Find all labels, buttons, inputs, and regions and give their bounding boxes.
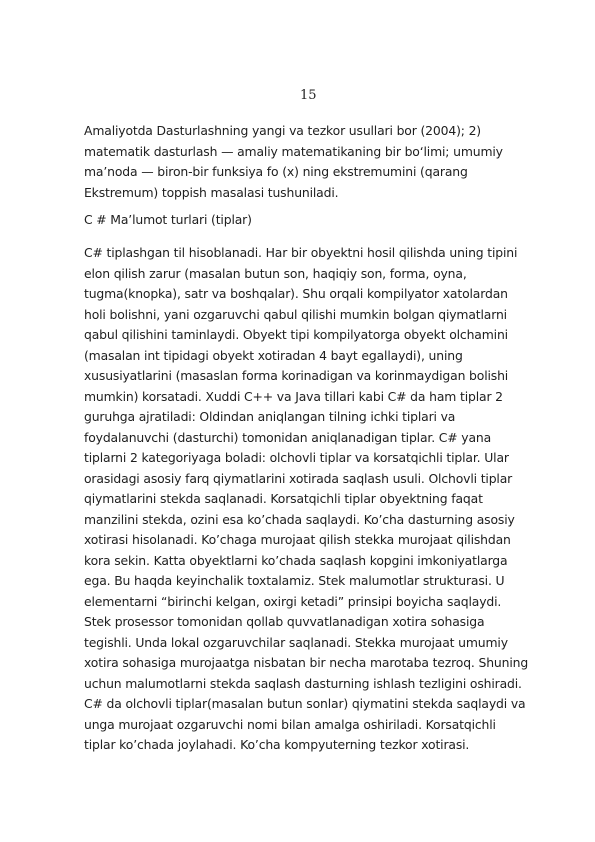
body-line: xotirasi hisolanadi. Ko’chaga murojaat qilish stekka murojaat qilishdan	[84, 532, 511, 547]
body-line: elementarni “birinchi kelgan, oxirgi ketadi” prinsipi boyicha saqlaydi.	[84, 593, 502, 609]
body-paragraph	[84, 243, 554, 756]
intro-line: matematik dasturlash — amaliy matematikaning bir bo‘limi; umumiy	[84, 143, 503, 159]
body-line: tegishli. Unda lokal ozgaruvchilar saqlanadi. Stekka murojaat umumiy	[84, 634, 508, 650]
body-line: tiplarni 2 kategoriyaga boladi: olchovli tiplar va korsatqichli tiplar. Ular	[84, 450, 509, 465]
body-line: ega. Bu haqda keyinchalik toxtalamiz. Stek malumotlar strukturasi. U	[84, 573, 505, 588]
body-line: qabul qilishini taminlaydi. Obyekt tipi kompilyatorga obyekt olchamini	[84, 327, 508, 342]
body-line: qiymatlarini stekda saqlanadi. Korsatqichli tiplar obyektning faqat	[84, 491, 483, 506]
body-line: uchun malumotlarni stekda saqlash dasturning ishlash tezligini oshiradi.	[84, 675, 522, 691]
section-heading	[84, 210, 554, 231]
page-number: 15	[300, 88, 317, 103]
body-line: tiplar ko’chada joylahadi. Ko’cha kompyuterning tezkor xotirasi.	[84, 737, 470, 752]
body-line: C# tiplashgan til hisoblanadi. Har bir obyektni hosil qilishda uning tipini	[84, 245, 518, 260]
body-line: foydalanuvchi (dasturchi) tomonidan aniqlanadigan tiplar. C# yana	[84, 429, 492, 445]
body-line: elon qilish zarur (masalan butun son, haqiqiy son, forma, oyna,	[84, 265, 467, 281]
body-line: Stek prosessor tomonidan qollab quvvatlanadigan xotira sohasiga	[84, 614, 485, 629]
body-line: guruhga ajratiladi: Oldindan aniqlangan tilning ichki tiplari va	[84, 409, 456, 424]
body-line: unga murojaat ozgaruvchi nomi bilan amalga oshiriladi. Korsatqichli	[84, 716, 496, 732]
body-line: orasidagi asosiy farq qiymatlarini xotirada saqlash usuli. Olchovli tiplar	[84, 470, 513, 486]
section-heading-text: C # Ma’lumot turlari (tiplar)	[84, 212, 252, 227]
body-line: (masalan int tipidagi obyekt xotiradan 4 bayt egallaydi), uning	[84, 347, 463, 363]
body-line: mumkin) korsatadi. Xuddi C++ va Java tillari kabi C# da ham tiplar 2	[84, 388, 503, 404]
body-line: tugma(knopka), satr va boshqalar). Shu orqali kompilyator xatolardan	[84, 286, 508, 301]
intro-paragraph	[84, 121, 554, 203]
intro-line: Ekstremum) toppish masalasi tushuniladi.	[84, 184, 339, 200]
body-line: xotira sohasiga murojaatga nisbatan bir necha marotaba tezroq. Shuning	[84, 655, 529, 670]
body-line: kora sekin. Katta obyektlarni ko’chada saqlash kopgini imkoniyatlarga	[84, 552, 508, 568]
body-line: xususiyatlarini (masaslan forma korinadigan va korinmaydigan bolishi	[84, 368, 509, 383]
body-line: C# da olchovli tiplar(masalan butun sonlar) qiymatini stekda saqlaydi va	[84, 696, 526, 711]
body-line: manzilini stekda, ozini esa ko’chada saqlaydi. Ko’cha dasturning asosiy	[84, 511, 515, 527]
intro-line: Amaliyotda Dasturlashning yangi va tezkor usullari bor (2004); 2)	[84, 123, 481, 138]
body-line: holi bolishni, yani ozgaruvchi qabul qilishi mumkin bolgan qiymatlarni	[84, 306, 507, 322]
intro-line: ma’noda — biron-bir funksiya fo (x) ning ekstremumini (qarang	[84, 164, 468, 179]
